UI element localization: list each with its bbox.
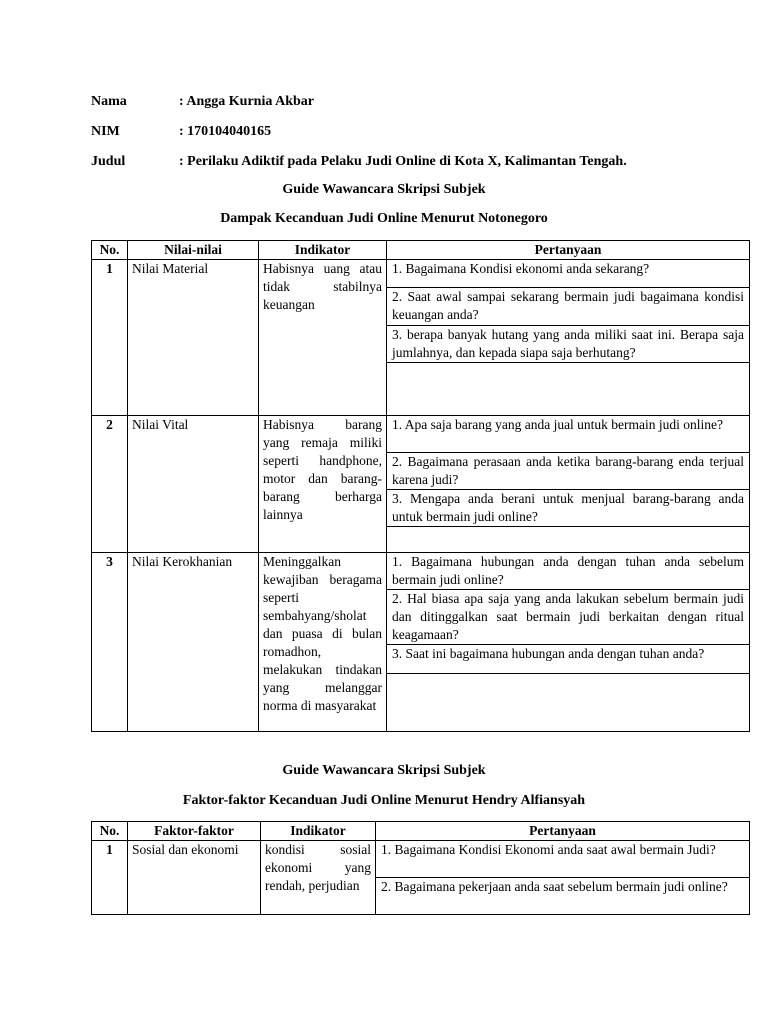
row-questions [387, 260, 750, 416]
table-row [92, 260, 750, 416]
section1-table [91, 240, 750, 732]
question-item [387, 527, 749, 552]
column-header: No. [92, 822, 128, 841]
row-number: 1 [92, 260, 128, 416]
section2-subtitle: Faktor-faktor Kecanduan Judi Online Menurut Hendry Alfiansyah [182, 793, 586, 808]
name-label: Nama [91, 94, 127, 109]
row-name: Nilai Vital [128, 416, 259, 553]
row-questions [387, 416, 750, 553]
column-header: No. [92, 241, 128, 260]
name-value: : Angga Kurnia Akbar [179, 94, 314, 109]
question-item: 3. Saat ini bagaimana hubungan anda dengan tuhan anda? [387, 645, 749, 674]
question-item [387, 674, 749, 731]
question-item: 2. Hal biasa apa saja yang anda lakukan sebelum bermain judi dan ditinggalkan saat bermain judi berkaitan dengan ritual keagamaan? [387, 590, 749, 645]
table-row [92, 553, 750, 732]
table-row [92, 841, 750, 915]
row-indicator: Habisnya barang yang remaja miliki seperti handphone, motor dan barang-barang berharga lainnya [259, 416, 387, 553]
question-item: 2. Bagaimana perasaan anda ketika barang-barang enda terjual karena judi? [387, 453, 749, 490]
row-number: 2 [92, 416, 128, 553]
section1-subtitle: Dampak Kecanduan Judi Online Menurut Notonegoro [220, 211, 548, 226]
table-header-row [92, 241, 750, 260]
title-value: : Perilaku Adiktif pada Pelaku Judi Online di Kota X, Kalimantan Tengah. [179, 154, 627, 169]
table-row [92, 416, 750, 553]
question-item: 3. Mengapa anda berani untuk menjual barang-barang anda untuk bermain judi online? [387, 490, 749, 527]
column-header: Pertanyaan [387, 241, 750, 260]
column-header: Indikator [261, 822, 376, 841]
table-header-row [92, 822, 750, 841]
nim-label: NIM [91, 124, 120, 139]
question-item: 1. Apa saja barang yang anda jual untuk bermain judi online? [387, 416, 749, 453]
row-number: 1 [92, 841, 128, 915]
row-indicator: Habisnya uang atau tidak stabilnya keuangan [259, 260, 387, 416]
question-item: 1. Bagaimana Kondisi ekonomi anda sekarang? [387, 260, 749, 288]
question-item: 2. Saat awal sampai sekarang bermain judi bagaimana kondisi keuangan anda? [387, 288, 749, 326]
column-header: Indikator [259, 241, 387, 260]
row-indicator: Meninggalkan kewajiban beragama seperti sembahyang/sholat dan puasa di bulan romadhon, melakukan tindakan yang melanggar norma di masyarakat [259, 553, 387, 732]
question-item: 3. berapa banyak hutang yang anda miliki saat ini. Berapa saja jumlahnya, dan kepada siapa saja berhutang? [387, 326, 749, 363]
row-name: Sosial dan ekonomi [128, 841, 261, 915]
column-header: Pertanyaan [376, 822, 750, 841]
row-number: 3 [92, 553, 128, 732]
question-item: 1. Bagaimana hubungan anda dengan tuhan anda sebelum bermain judi online? [387, 553, 749, 590]
nim-value: : 170104040165 [179, 124, 272, 139]
column-header: Nilai-nilai [128, 241, 259, 260]
row-questions [387, 553, 750, 732]
question-item: 2. Bagaimana pekerjaan anda saat sebelum bermain judi online? [381, 879, 728, 894]
section2-table [91, 821, 750, 915]
section2-title: Guide Wawancara Skripsi Subjek [282, 763, 486, 778]
question-item [387, 363, 749, 415]
row-name: Nilai Material [128, 260, 259, 416]
row-name: Nilai Kerokhanian [128, 553, 259, 732]
question-item: 1. Bagaimana Kondisi Ekonomi anda saat awal bermain Judi? [376, 841, 749, 878]
row-questions [376, 841, 750, 915]
column-header: Faktor-faktor [128, 822, 261, 841]
section1-title: Guide Wawancara Skripsi Subjek [282, 182, 486, 197]
title-label: Judul [91, 154, 126, 169]
row-indicator: kondisi sosial ekonomi yang rendah, perjudian [261, 841, 376, 915]
